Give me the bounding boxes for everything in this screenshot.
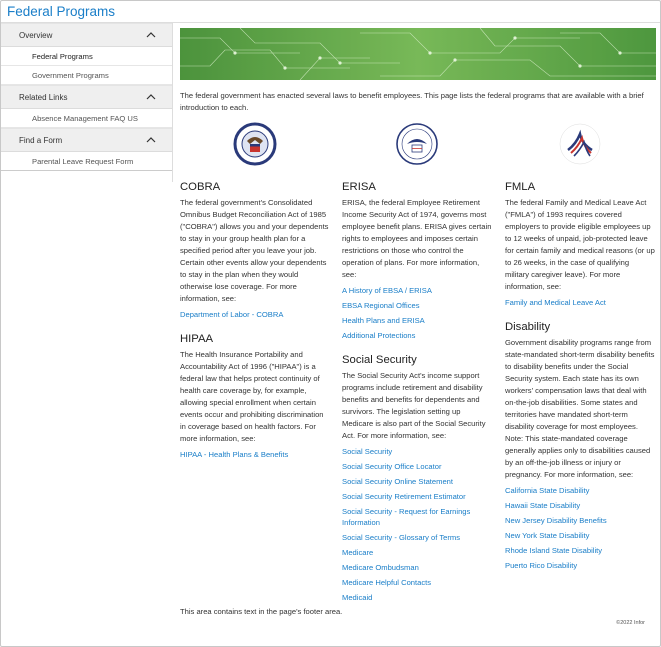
sidebar-item-federal-programs[interactable]: Federal Programs — [1, 47, 172, 66]
link-additional-protections[interactable]: Additional Protections — [342, 331, 416, 340]
sidebar-section-label: Overview — [19, 30, 53, 40]
department-of-labor-seal-icon — [233, 122, 277, 166]
erisa-text: ERISA, the federal Employee Retirement Income Security Act of 1974, governs most employee benefit plans. ERISA gives certain rights to employees and imposes certain restrictions on those who control the operation of plans. For more information, see: — [342, 198, 492, 279]
sidebar-item-government-programs[interactable]: Government Programs — [1, 66, 172, 85]
link-medicare-helpful-contacts[interactable]: Medicare Helpful Contacts — [342, 578, 432, 587]
sidebar-section-label: Related Links — [19, 92, 68, 102]
column-middle — [342, 122, 492, 603]
link-social-security-request-earnings[interactable]: Social Security - Request for Earnings Information — [342, 507, 471, 527]
link-social-security-glossary[interactable]: Social Security - Glossary of Terms — [342, 533, 461, 542]
link-social-security[interactable]: Social Security — [342, 447, 393, 456]
sidebar-item-absence-management-faq[interactable]: Absence Management FAQ US — [1, 109, 172, 128]
cobra-title: COBRA — [180, 181, 221, 193]
link-social-security-online-statement[interactable]: Social Security Online Statement — [342, 477, 454, 486]
chevron-up-icon[interactable] — [146, 92, 156, 102]
page-title: Federal Programs — [7, 4, 116, 19]
social-security-text: The Social Security Act's income support programs include retirement and disability benefits and benefits for dependents and survivors. The legislation setting up Medicare is also part of the Social Security Act. For more information, see: — [342, 371, 486, 440]
main-content — [180, 28, 656, 602]
sidebar-section-related-links[interactable] — [1, 85, 172, 109]
sidebar-item-parental-leave-form[interactable]: Parental Leave Request Form — [1, 152, 172, 171]
link-medicare[interactable]: Medicare — [342, 548, 374, 557]
link-hawaii-state-disability[interactable]: Hawaii State Disability — [505, 501, 581, 510]
link-history-of-ebsa-erisa[interactable]: A History of EBSA / ERISA — [342, 286, 432, 295]
link-california-state-disability[interactable]: California State Disability — [505, 486, 590, 495]
cobra-text: The federal government's Consolidated Omnibus Budget Reconciliation Act of 1985 ("COBRA") allows you and your dependents to stay in your group health plan for a specified period after you leave your job. Certain other events allow your dependents to stay in the plan when they would otherwise lose coverage. For more information, see: — [180, 198, 329, 303]
footer-text: This area contains text in the page's footer area. — [180, 607, 343, 616]
social-security-seal-icon — [395, 122, 439, 166]
link-health-plans-and-erisa[interactable]: Health Plans and ERISA — [342, 316, 425, 325]
erisa-title: ERISA — [342, 181, 376, 193]
link-social-security-office-locator[interactable]: Social Security Office Locator — [342, 462, 442, 471]
link-puerto-rico-disability[interactable]: Puerto Rico Disability — [505, 561, 578, 570]
disability-text: Government disability programs range from state-mandated short-term disability benefits to disability benefits under the Social Security system. Each state has its own workers' compensation laws that deal with on-the-job disabilities. Some states and territories have mandated short-term disability coverage for most employees. Note: This state-mandated coverage generally applies only to disabilities caused by an off-the-job illness or injury or pregnancy. For more information, see: — [505, 338, 655, 479]
link-rhode-island-state-disability[interactable]: Rhode Island State Disability — [505, 546, 603, 555]
intro-text: The federal government has enacted several laws to benefit employees. This page lists the federal programs that are available with a brief introduction to each. — [180, 91, 644, 112]
page-header — [1, 1, 660, 23]
link-medicare-ombudsman[interactable]: Medicare Ombudsman — [342, 563, 419, 572]
sidebar-section-find-a-form[interactable] — [1, 128, 172, 152]
fmla-text: The federal Family and Medical Leave Act ("FMLA") of 1993 requires covered employers to provide eligible employees up to 12 weeks of unpaid, job-protected leave for certain family and medical reasons (or up to 26 weeks, in the case of qualifying military caregiver leave). For more information, see: — [505, 198, 655, 291]
link-hipaa-health-plans[interactable]: HIPAA - Health Plans & Benefits — [180, 450, 289, 459]
banner-image — [180, 28, 656, 80]
sidebar — [1, 23, 173, 182]
chevron-up-icon[interactable] — [146, 30, 156, 40]
column-right — [505, 122, 655, 571]
social-security-title: Social Security — [342, 354, 417, 366]
link-social-security-retirement-estimator[interactable]: Social Security Retirement Estimator — [342, 492, 466, 501]
link-family-and-medical-leave-act[interactable]: Family and Medical Leave Act — [505, 298, 606, 307]
fmla-title: FMLA — [505, 181, 536, 193]
hipaa-text: The Health Insurance Portability and Accountability Act of 1996 ("HIPAA") is a federal law that helps protect continuity of health care coverage by, for example, allowing special enrollment when certain events occur and prohibiting discrimination in coverage based on health factors. For more information, see: — [180, 350, 324, 443]
link-new-jersey-disability-benefits[interactable]: New Jersey Disability Benefits — [505, 516, 607, 525]
hipaa-title: HIPAA — [180, 333, 214, 345]
column-left — [180, 122, 330, 460]
sidebar-section-label: Find a Form — [19, 135, 63, 145]
link-department-of-labor-cobra[interactable]: Department of Labor - COBRA — [180, 310, 284, 319]
chevron-up-icon[interactable] — [146, 135, 156, 145]
disability-title: Disability — [505, 321, 551, 333]
sidebar-section-overview[interactable] — [1, 23, 172, 47]
link-medicaid[interactable]: Medicaid — [342, 593, 373, 602]
link-ebsa-regional-offices[interactable]: EBSA Regional Offices — [342, 301, 420, 310]
link-new-york-state-disability[interactable]: New York State Disability — [505, 531, 590, 540]
health-human-services-seal-icon — [558, 122, 602, 166]
copyright: ©2022 Infor — [616, 620, 645, 626]
